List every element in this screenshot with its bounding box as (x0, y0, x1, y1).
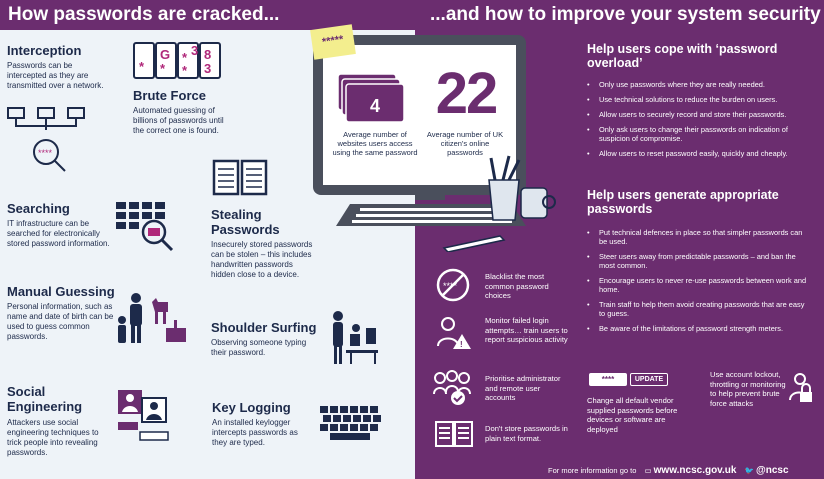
help1-item: • Use technical solutions to reduce the burden on users. (587, 95, 812, 104)
manual-guessing-heading: Manual Guessing (7, 284, 115, 299)
brute-force-heading: Brute Force (133, 88, 206, 103)
help2-list (587, 228, 812, 339)
file-search-icon (116, 200, 176, 252)
open-book-icon (434, 420, 474, 448)
network-magnifier-icon (6, 106, 88, 172)
brute-cell: * (139, 59, 145, 74)
stealing-text: Insecurely stored passwords can be stolen – this includes handwritten passwords hidden close to a device. (211, 240, 313, 279)
brute-force-icon (133, 42, 221, 80)
footer-text: For more information go to (548, 466, 637, 475)
help1-item: • Only ask users to change their passwords on indication of suspicion of compromise. (587, 125, 812, 143)
help1-list (587, 80, 812, 164)
brute-cell: * (182, 50, 188, 65)
tip-plain-text: Don't store passwords in plain text format. (485, 424, 568, 443)
user-lock-icon (788, 372, 814, 406)
password-field-icon: **** (589, 373, 627, 386)
help2-heading: Help users generate appropriate passwords (587, 188, 779, 216)
tip-monitor: Monitor failed login attempts… train users to report suspicious activity (485, 316, 568, 344)
left-title: How passwords are cracked... (0, 0, 415, 30)
svg-text:****: **** (38, 148, 53, 158)
pen-icon (440, 232, 510, 252)
help1-heading: Help users cope with ‘password overload’ (587, 42, 778, 70)
tip-blacklist: Blacklist the most common password choices (485, 272, 549, 300)
twitter-handle[interactable]: @ncsc (756, 465, 789, 476)
svg-text:!: ! (460, 340, 463, 349)
twitter-icon: 🐦 (744, 466, 754, 475)
keyboard-icon (320, 406, 386, 442)
shoulder-surfing-heading: Shoulder Surfing (211, 320, 317, 335)
social-engineering-text: Attackers use social engineering techniques to trick people into revealing passwords. (7, 418, 99, 457)
searching-text: IT infrastructure can be searched for electronically stored password information. (7, 219, 110, 248)
tip-prioritise: Prioritise administrator and remote user accounts (485, 374, 561, 402)
stealing-heading: Stealing Passwords (211, 207, 280, 237)
key-logging-heading: Key Logging (212, 400, 291, 415)
brute-cell: 8 (204, 47, 212, 62)
help2-item: • Put technical defences in place so that simpler passwords can be used. (587, 228, 812, 246)
footer (548, 465, 789, 476)
svg-text:****: **** (443, 281, 458, 291)
brute-cell: G (160, 47, 171, 62)
right-title: ...and how to improve your system security (430, 4, 821, 25)
help1-item: • Allow users to securely record and store their passwords. (587, 110, 812, 119)
manual-guessing-text: Personal information, such as name and date of birth can be used to guess common passwords. (7, 302, 114, 341)
family-icon (116, 292, 192, 344)
brute-cell: 3 (191, 43, 199, 58)
website-link[interactable]: www.ncsc.gov.uk (653, 465, 737, 476)
admin-users-icon (432, 370, 472, 406)
shoulder-surfing-text: Observing someone typing their password. (211, 338, 307, 357)
sticky-note: ***** (310, 24, 356, 60)
chat-people-icon (116, 388, 172, 444)
social-engineering-heading: Social Engineering (7, 384, 83, 414)
stat1-label: Average number of websites users access using the same password (332, 130, 418, 157)
cup-and-mug-icon (485, 150, 557, 230)
brute-force-text: Automated guessing of billions of passwords until the correct one is found. (133, 106, 224, 135)
interception-text: Passwords can be intercepted as they are transmitted over a network. (7, 61, 104, 90)
shoulder-surfing-icon (330, 310, 380, 365)
brute-cell: * (160, 61, 166, 76)
help1-item: • Only use passwords where they are really needed. (587, 80, 812, 89)
blacklist-icon (436, 268, 470, 302)
stat2-value: 22 (435, 61, 497, 126)
help2-item: • Be aware of the limitations of password strength meters. (587, 324, 812, 333)
help2-item: • Steer users away from predictable passwords – and ban the most common. (587, 252, 812, 270)
update-badge: UPDATE (630, 373, 668, 386)
user-warning-icon (436, 316, 472, 350)
searching-heading: Searching (7, 201, 70, 216)
stat1-value: 4 (369, 96, 380, 116)
notebook-icon (212, 157, 270, 197)
stat2-label: Average number of UK citizen's online passwords (426, 130, 504, 157)
help1-item: • Allow users to reset password easily, quickly and cheaply. (587, 149, 812, 158)
tip-lockout: Use account lockout, throttling or monitoring to help prevent brute force attacks (710, 370, 786, 408)
brute-cell: * (182, 63, 188, 78)
tip-default-passwords: Change all default vendor supplied passwords before devices or software are deployed (587, 396, 678, 434)
monitor-icon: ▭ (644, 466, 652, 475)
key-logging-text: An installed keylogger intercepts passwords as they are typed. (212, 418, 298, 447)
help2-item: • Train staff to help them avoid creating passwords that are easy to guess. (587, 300, 812, 318)
help2-item: • Encourage users to never re-use passwords between work and home. (587, 276, 812, 294)
interception-heading: Interception (7, 43, 82, 58)
brute-cell: 3 (204, 61, 212, 76)
